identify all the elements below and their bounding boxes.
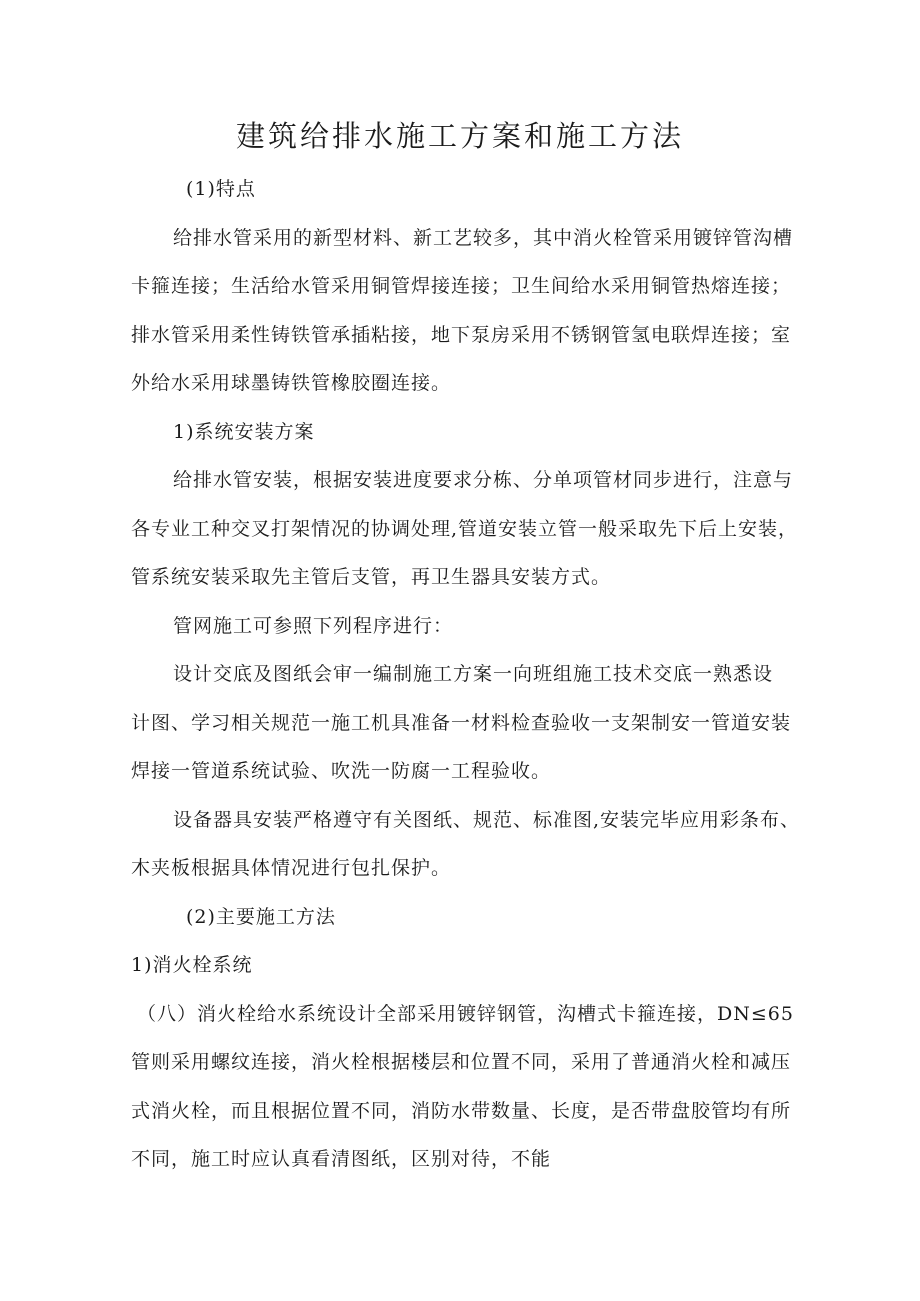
paragraph-line: 设备器具安装严格遵守有关图纸、规范、标准图,安装完毕应用彩条布、 xyxy=(173,809,801,831)
heading-features: (1)特点 xyxy=(186,178,256,200)
paragraph-line: 给排水管采用的新型材料、新工艺较多，其中消火栓管采用镀锌管沟槽 xyxy=(173,227,794,249)
heading-hydrant-system: 1)消火栓系统 xyxy=(131,954,253,976)
paragraph-line: 给排水管安装，根据安装进度要求分栋、分单项管材同步进行，注意与 xyxy=(173,469,794,491)
heading-main-methods: (2)主要施工方法 xyxy=(186,906,336,928)
heading-system-install: 1)系统安装方案 xyxy=(173,421,315,443)
paragraph-line: 管系统安装采取先主管后支管，再卫生器具安装方式。 xyxy=(131,566,612,588)
document-title: 建筑给排水施工方案和施工方法 xyxy=(235,119,684,153)
paragraph-line: 管网施工可参照下列程序进行： xyxy=(173,615,454,637)
paragraph-line: 排水管采用柔性铸铁管承插粘接，地下泵房采用不锈钢管氢电联焊连接；室 xyxy=(131,324,792,346)
paragraph-line: 焊接一管道系统试验、吹洗一防腐一工程验收。 xyxy=(131,760,552,782)
paragraph-line: （八）消火栓给水系统设计全部采用镀锌钢管，沟槽式卡箍连接，DN≤65 xyxy=(137,1003,794,1025)
paragraph-line: 各专业工种交叉打架情况的协调处理,管道安装立管一般采取先下后上安装， xyxy=(131,518,799,540)
paragraph-line: 计图、学习相关规范一施工机具准备一材料检查验收一支架制安一管道安装 xyxy=(131,712,792,734)
paragraph-line: 卡箍连接；生活给水管采用铜管焊接连接；卫生间给水采用铜管热熔连接； xyxy=(131,275,792,297)
paragraph-line: 木夹板根据具体情况进行包扎保护。 xyxy=(131,857,452,879)
paragraph-line: 式消火栓，而且根据位置不同，消防水带数量、长度，是否带盘胶管均有所 xyxy=(131,1100,792,1122)
paragraph-line: 不同，施工时应认真看清图纸，区别对待，不能 xyxy=(131,1148,552,1170)
paragraph-line: 管则采用螺纹连接，消火栓根据楼层和位置不同，采用了普通消火栓和减压 xyxy=(131,1051,792,1073)
paragraph-line: 设计交底及图纸会审一编制施工方案一向班组施工技术交底一熟悉设 xyxy=(173,663,774,685)
paragraph-line: 外给水采用球墨铸铁管橡胶圈连接。 xyxy=(131,372,452,394)
